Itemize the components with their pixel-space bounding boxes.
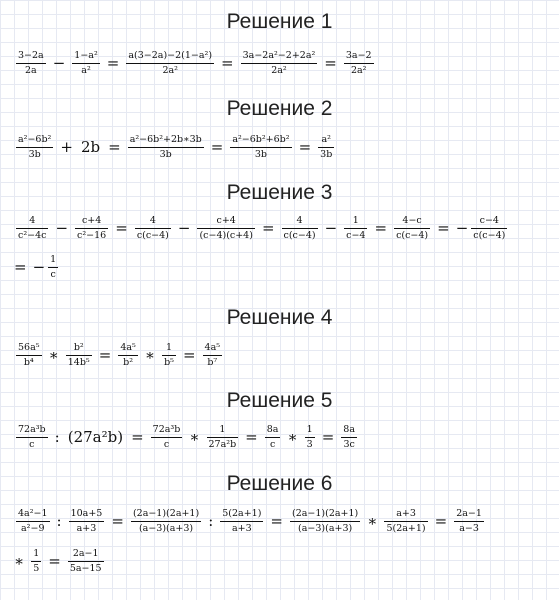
fraction: [242, 50, 317, 77]
denominator: b²: [118, 355, 138, 369]
denominator: c²−4c: [18, 229, 47, 241]
denominator: a+3: [69, 521, 105, 535]
numerator: 4a⁵: [120, 342, 136, 353]
denominator: b⁴: [16, 355, 42, 369]
fraction: [221, 508, 262, 535]
multiply-sign: ∗: [287, 428, 298, 447]
equals-sign: =: [298, 138, 312, 157]
denominator: c(c−4): [136, 229, 169, 241]
fraction: [70, 508, 104, 535]
numerator: 4: [296, 215, 303, 226]
fraction: [119, 342, 137, 369]
numerator: 8a: [343, 424, 356, 435]
equals-sign: =: [115, 219, 128, 238]
equals-sign: =: [210, 138, 224, 157]
numerator: 4a²−1: [18, 508, 48, 519]
equals-sign: =: [111, 512, 124, 531]
denominator: 3b: [230, 147, 291, 161]
minus-sign: −: [177, 219, 191, 238]
fraction: [266, 424, 280, 451]
numerator: c+4: [216, 215, 236, 226]
solution-3-heading: Решение 3: [226, 181, 333, 204]
equals-sign: =: [108, 138, 121, 157]
fraction: [73, 50, 98, 77]
term: 2b: [80, 138, 101, 157]
fraction: [345, 50, 373, 77]
denominator: b⁵: [164, 356, 174, 368]
term: (27a²b): [67, 428, 124, 447]
numerator: 4−c: [402, 215, 422, 226]
fraction: [283, 215, 317, 242]
fraction: [129, 134, 203, 161]
numerator: a²: [321, 134, 331, 145]
fraction: [132, 508, 200, 535]
numerator: 3−2a: [18, 50, 44, 61]
multiply-sign: ∗: [14, 552, 25, 571]
equals-sign: =: [261, 219, 275, 238]
denominator: c: [265, 437, 281, 451]
plus-sign: +: [60, 138, 73, 157]
numerator: a²−6b²+2b∗3b: [129, 134, 202, 145]
equals-sign: =: [98, 346, 112, 365]
numerator: 1: [50, 254, 57, 265]
fraction: [17, 134, 52, 161]
numerator: 72a³b: [18, 424, 46, 435]
denominator: 2a: [16, 63, 46, 77]
fraction: [163, 342, 175, 369]
denominator: c: [48, 267, 58, 281]
numerator: 1: [165, 342, 173, 353]
numerator: c+4: [81, 215, 102, 226]
fraction: [17, 342, 41, 369]
multiply-sign: ∗: [189, 428, 200, 447]
fraction: [17, 424, 47, 451]
fraction: [306, 424, 314, 451]
solution-1-heading: Решение 1: [226, 10, 333, 33]
equals-sign: =: [434, 512, 448, 531]
equals-sign: =: [48, 552, 61, 571]
fraction: [204, 342, 222, 369]
fraction: [76, 215, 107, 242]
equals-sign: =: [106, 54, 120, 73]
numerator: c−4: [479, 215, 499, 226]
fraction: [342, 424, 356, 451]
numerator: 2a−1: [456, 508, 482, 519]
fraction: [455, 508, 483, 535]
solution-2-heading: Решение 2: [226, 97, 333, 120]
denominator: 3b: [16, 147, 53, 161]
fraction: [472, 215, 506, 242]
divide-sign: :: [56, 512, 62, 531]
denominator: a²: [72, 63, 99, 77]
denominator: 3: [306, 438, 313, 450]
numerator: (2a−1)(2a+1): [292, 508, 359, 519]
minus-sign: −: [52, 54, 66, 73]
denominator: c(c−4): [283, 229, 316, 241]
solution-2-equation: [14, 134, 336, 161]
numerator: 1: [352, 215, 359, 226]
fraction: [17, 50, 45, 77]
denominator: 3b: [128, 147, 204, 161]
equals-sign: =: [321, 428, 335, 447]
denominator: 14b⁵: [67, 356, 90, 368]
fraction: [152, 424, 182, 451]
denominator: (a−3)(a+3): [131, 521, 201, 535]
fraction: [32, 548, 40, 575]
numerator: a(3−2a)−2(1−a²): [128, 50, 213, 61]
denominator: 2a²: [126, 63, 214, 77]
numerator: 56a⁵: [18, 342, 40, 353]
solution-4-equation: [14, 342, 224, 369]
equals-sign: =: [374, 219, 388, 238]
denominator: a+3: [220, 521, 263, 535]
denominator: c(c−4): [396, 229, 429, 241]
denominator: a−3: [454, 521, 484, 535]
solution-1-equation: [14, 50, 376, 77]
denominator: (c−4)(c+4): [199, 229, 253, 241]
equals-sign: =: [131, 428, 144, 447]
denominator: 5a−15: [69, 562, 102, 574]
denominator: a²−9: [16, 521, 50, 535]
numerator: a²−6b²: [18, 134, 52, 145]
equals-sign: =: [182, 346, 196, 365]
negative-sign: −: [455, 219, 469, 238]
numerator: 4a⁵: [204, 342, 221, 353]
multiply-sign: ∗: [48, 346, 59, 365]
minus-sign: −: [55, 219, 69, 238]
denominator: 3b: [320, 148, 333, 160]
numerator: 1: [219, 424, 226, 435]
fraction: [231, 134, 290, 161]
numerator: 1−a²: [74, 50, 98, 61]
numerator: a²−6b²+6b²: [232, 134, 290, 145]
denominator: c(c−4): [473, 229, 506, 241]
negative-sign: −: [32, 258, 46, 277]
solution-6-heading: Решение 6: [226, 472, 333, 495]
denominator: c: [151, 437, 183, 451]
solution-5-equation: [14, 424, 359, 451]
fraction: [136, 215, 170, 242]
numerator: 3a−2a²−2+2a²: [242, 50, 316, 61]
equals-sign: =: [270, 512, 283, 531]
numerator: 2a−1: [72, 548, 99, 559]
numerator: b²: [73, 342, 84, 353]
numerator: a+3: [396, 508, 416, 519]
numerator: 1: [306, 424, 313, 435]
numerator: 72a³b: [152, 424, 181, 435]
numerator: 10a+5: [70, 508, 103, 519]
equals-sign: =: [221, 54, 234, 73]
solution-3-equation-line-2: [14, 254, 60, 281]
multiply-sign: ∗: [367, 512, 378, 531]
numerator: 8a: [266, 424, 279, 435]
fraction: [291, 508, 359, 535]
numerator: 5(2a+1): [222, 508, 262, 519]
numerator: (2a−1)(2a+1): [132, 508, 200, 519]
solution-3-equation-line-1: [14, 215, 509, 242]
denominator: 2a²: [241, 63, 318, 77]
fraction: [319, 134, 333, 161]
denominator: c²−16: [77, 229, 107, 241]
fraction: [208, 424, 238, 451]
minus-sign: −: [324, 219, 338, 238]
denominator: 2a²: [344, 63, 374, 77]
divide-sign: :: [54, 428, 60, 447]
divide-sign: :: [208, 512, 214, 531]
fraction: [69, 548, 103, 575]
fraction: [17, 215, 47, 242]
equals-sign: =: [437, 219, 450, 238]
fraction: [17, 508, 49, 535]
fraction: [395, 215, 429, 242]
denominator: b⁷: [203, 355, 223, 369]
equals-sign: =: [14, 258, 27, 277]
fraction: [198, 215, 253, 242]
denominator: 3c: [341, 437, 357, 451]
denominator: c: [16, 437, 48, 451]
solution-6-equation-line-2: [14, 548, 106, 575]
multiply-sign: ∗: [144, 346, 156, 365]
fraction: [127, 50, 213, 77]
fraction: [49, 254, 57, 281]
fraction: [385, 508, 426, 535]
denominator: 27a²b: [208, 438, 237, 450]
numerator: 4: [29, 215, 36, 226]
denominator: 5(2a+1): [386, 522, 426, 534]
solution-4-heading: Решение 4: [226, 306, 333, 329]
equals-sign: =: [245, 428, 258, 447]
denominator: c−4: [346, 229, 366, 241]
denominator: 5: [33, 562, 40, 574]
fraction: [67, 342, 91, 369]
numerator: 3a−2: [345, 50, 372, 61]
denominator: (a−3)(a+3): [290, 521, 360, 535]
equals-sign: =: [324, 54, 337, 73]
solution-5-heading: Решение 5: [226, 389, 333, 412]
solution-6-equation-line-1: [14, 508, 486, 535]
numerator: 1: [33, 548, 40, 559]
fraction: [345, 215, 366, 242]
numerator: 4: [149, 215, 156, 226]
